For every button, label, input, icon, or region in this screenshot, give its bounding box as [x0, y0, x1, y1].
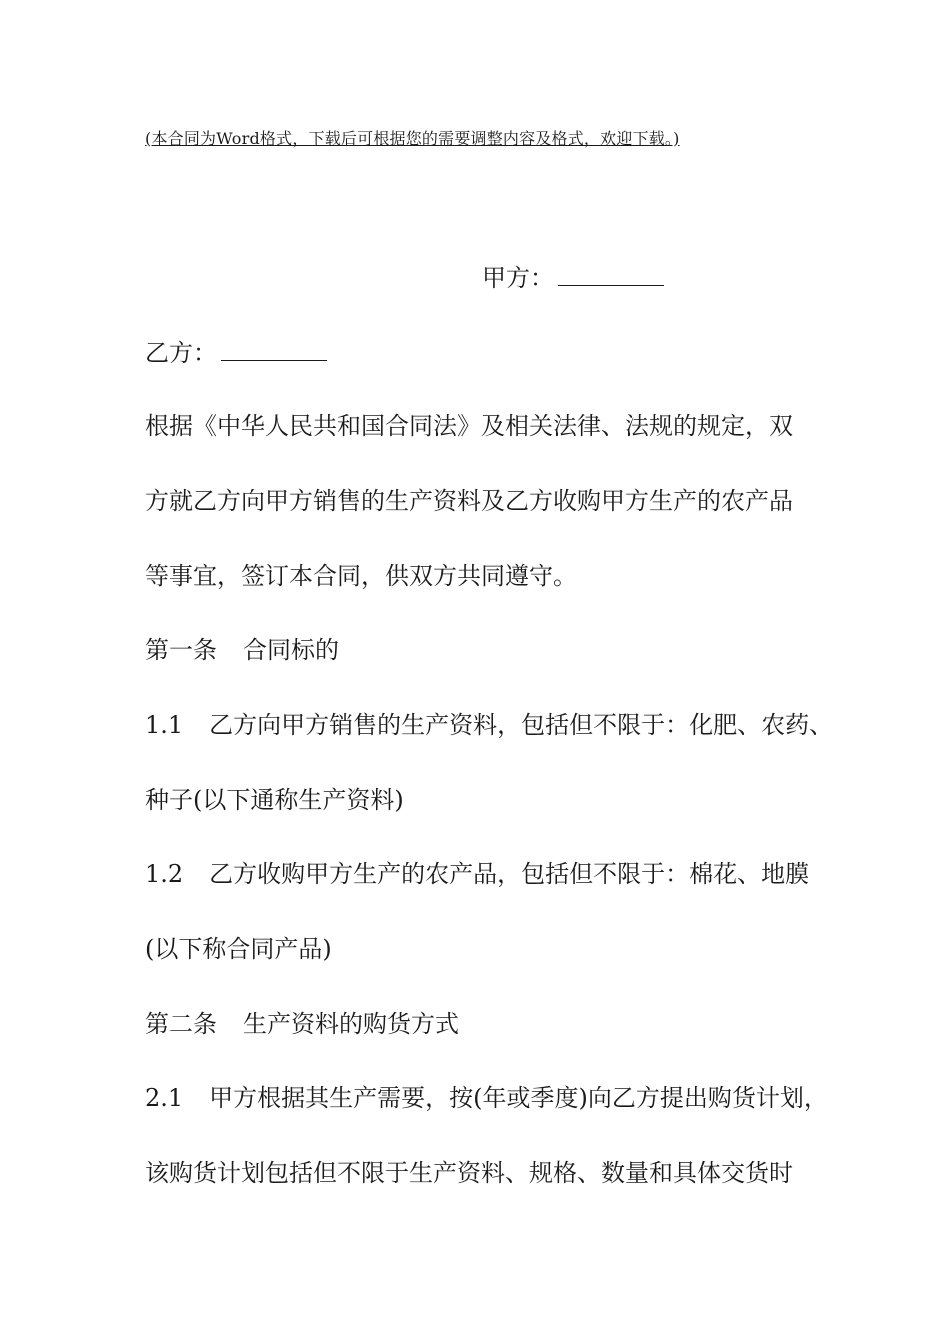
article-2-number: 第二条 — [145, 1010, 217, 1038]
party-b-label: 乙方： — [145, 339, 217, 367]
party-b-line — [145, 337, 327, 369]
clause-2-1 — [145, 1082, 828, 1114]
article-2-heading — [145, 1008, 459, 1040]
article-1-title: 合同标的 — [243, 636, 339, 664]
preamble-line-2: 方就乙方向甲方销售的生产资料及乙方收购甲方生产的农产品 — [145, 487, 793, 515]
party-a-label: 甲方： — [482, 264, 554, 292]
clause-1-2-text: 乙方收购甲方生产的农产品，包括但不限于：棉花、地膜 — [209, 860, 810, 888]
party-b-blank[interactable] — [221, 338, 327, 361]
clause-2-1-continuation: 该购货计划包括但不限于生产资料、规格、数量和具体交货时 — [145, 1159, 793, 1187]
preamble-line-1: 根据《中华人民共和国合同法》及相关法律、法规的规定，双 — [145, 412, 793, 440]
clause-1-1-number: 1.1 — [145, 711, 184, 739]
clause-1-2-continuation: (以下称合同产品) — [145, 935, 332, 963]
article-2-title: 生产资料的购货方式 — [243, 1010, 459, 1038]
article-1-number: 第一条 — [145, 636, 217, 664]
clause-2-1-number: 2.1 — [145, 1084, 184, 1112]
party-a-blank[interactable] — [558, 263, 664, 286]
party-a-line — [482, 262, 664, 294]
article-1-heading — [145, 634, 339, 666]
format-note: (本合同为Word格式，下载后可根据您的需要调整内容及格式，欢迎下载。) — [145, 129, 680, 148]
clause-1-1-continuation: 种子(以下通称生产资料) — [145, 786, 404, 814]
clause-2-1-text: 甲方根据其生产需要，按(年或季度)向乙方提出购货计划， — [209, 1084, 828, 1112]
clause-1-1 — [145, 709, 833, 741]
clause-1-2 — [145, 858, 809, 890]
clause-1-2-number: 1.2 — [145, 860, 184, 888]
clause-1-1-text: 乙方向甲方销售的生产资料，包括但不限于：化肥、农药、 — [209, 711, 834, 739]
preamble-line-3: 等事宜，签订本合同，供双方共同遵守。 — [145, 562, 577, 590]
